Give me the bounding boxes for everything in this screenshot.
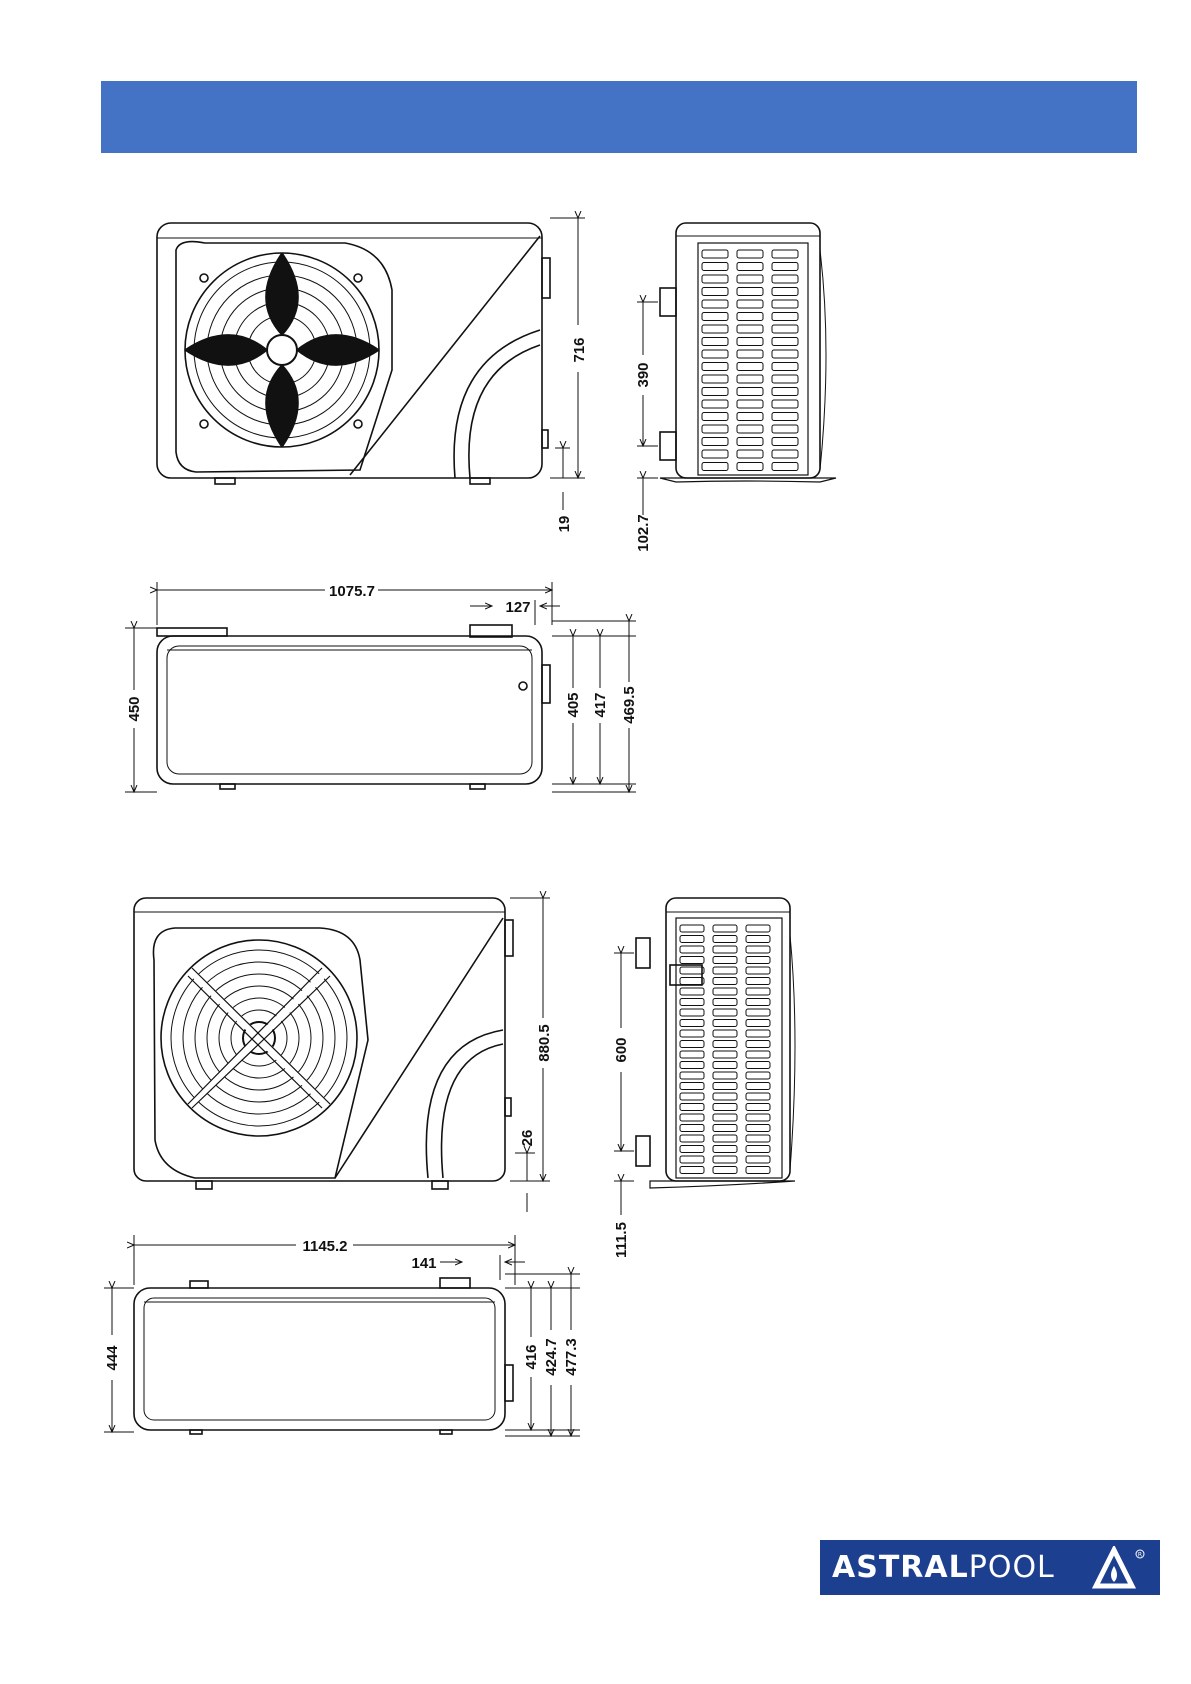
- grille-slat: [713, 999, 737, 1006]
- grille-slat: [713, 925, 737, 932]
- grille-slat: [746, 1156, 770, 1163]
- grille-slat: [737, 288, 763, 296]
- grille-slat: [737, 388, 763, 396]
- grille-slat: [746, 1167, 770, 1174]
- unit1-side-base-label: 102.7: [635, 514, 652, 552]
- grille-slat: [680, 936, 704, 943]
- grille-slat: [737, 263, 763, 271]
- grille-slat: [772, 275, 798, 283]
- grille-slat: [746, 957, 770, 964]
- grille-slat: [746, 1135, 770, 1142]
- grille-slat: [713, 1104, 737, 1111]
- grille-slat: [772, 338, 798, 346]
- grille-slat: [737, 338, 763, 346]
- grille-slat: [737, 425, 763, 433]
- grille-slat: [746, 1104, 770, 1111]
- unit1-top-length-label: 1075.7: [329, 583, 375, 600]
- grille-slat: [746, 1062, 770, 1069]
- grille-slat: [702, 300, 728, 308]
- grille-slat: [713, 957, 737, 964]
- grille-slat: [680, 1072, 704, 1079]
- grille-slat: [737, 300, 763, 308]
- grille-slat: [680, 925, 704, 932]
- grille-slat: [713, 1041, 737, 1048]
- grille-slat: [702, 413, 728, 421]
- grille-slat: [772, 325, 798, 333]
- unit1-top-view: [157, 625, 550, 789]
- unit1-side-view: [660, 223, 836, 482]
- grille-slat: [772, 250, 798, 258]
- grille-slat: [713, 1125, 737, 1132]
- grille-slat: [772, 313, 798, 321]
- grille-slat: [746, 1114, 770, 1121]
- grille-slat: [737, 350, 763, 358]
- grille-slat: [737, 400, 763, 408]
- grille-slat: [713, 1030, 737, 1037]
- grille-slat: [680, 978, 704, 985]
- unit2-top-d2-label: 424.7: [543, 1338, 560, 1376]
- unit2-top-length-label: 1145.2: [302, 1238, 348, 1255]
- grille-slat: [702, 400, 728, 408]
- unit1-top-offset-label: 127: [505, 599, 531, 616]
- grille-slat: [680, 1041, 704, 1048]
- unit2-front-view: [134, 898, 513, 1189]
- grille-slat: [772, 263, 798, 271]
- grille-slat: [772, 438, 798, 446]
- grille-slat: [737, 375, 763, 383]
- grille-slat: [713, 988, 737, 995]
- grille-slat: [702, 350, 728, 358]
- grille-slat: [746, 1020, 770, 1027]
- grille-slat: [713, 1062, 737, 1069]
- grille-slat: [772, 288, 798, 296]
- grille-slat: [746, 1146, 770, 1153]
- grille-slat: [746, 925, 770, 932]
- grille-slat: [737, 450, 763, 458]
- grille-slat: [680, 1135, 704, 1142]
- grille-slat: [702, 313, 728, 321]
- grille-slat: [746, 1093, 770, 1100]
- grille-slat: [702, 375, 728, 383]
- grille-slat: [680, 946, 704, 953]
- grille-slat: [746, 1009, 770, 1016]
- grille-slat: [702, 438, 728, 446]
- grille-slat: [713, 1009, 737, 1016]
- grille-slat: [702, 425, 728, 433]
- grille-slat: [772, 413, 798, 421]
- grille-slat: [737, 463, 763, 471]
- unit2-side-spacing-label: 600: [613, 1037, 630, 1063]
- grille-slat: [746, 936, 770, 943]
- unit2-front-height-label: 880.5: [536, 1024, 553, 1062]
- unit1-front-foot-label: 19: [556, 515, 573, 533]
- unit2-top-d1-label: 416: [523, 1344, 540, 1370]
- drop-logo-icon: [1092, 1546, 1148, 1590]
- grille-slat: [713, 1020, 737, 1027]
- logo-wordmark: [832, 1550, 1055, 1585]
- grille-slat: [702, 338, 728, 346]
- grille-slat: [702, 388, 728, 396]
- grille-slat: [702, 263, 728, 271]
- unit1-front-height-label: 716: [571, 337, 588, 363]
- grille-slat: [702, 250, 728, 258]
- grille-slat: [680, 988, 704, 995]
- grille-slat: [713, 1114, 737, 1121]
- grille-slat: [702, 450, 728, 458]
- grille-slat: [680, 1114, 704, 1121]
- grille-slat: [746, 1041, 770, 1048]
- grille-slat: [713, 1083, 737, 1090]
- logo-thin-text: POOL: [968, 1550, 1055, 1585]
- grille-slat: [713, 1167, 737, 1174]
- unit2-front-foot-label: 26: [519, 1129, 536, 1147]
- unit2-top-depth-label: 444: [104, 1345, 121, 1371]
- grille-slat: [680, 967, 704, 974]
- grille-slat: [680, 1167, 704, 1174]
- grille-slat: [737, 313, 763, 321]
- grille-slat: [702, 288, 728, 296]
- grille-slat: [772, 425, 798, 433]
- grille-slat: [713, 967, 737, 974]
- unit2-side-view: [636, 898, 795, 1188]
- grille-slat: [702, 325, 728, 333]
- grille-slat: [772, 363, 798, 371]
- unit1-top-d3-label: 469.5: [621, 686, 638, 724]
- grille-slat: [746, 967, 770, 974]
- grille-slat: [680, 1020, 704, 1027]
- grille-slat: [713, 946, 737, 953]
- grille-slat: [737, 363, 763, 371]
- unit2-top-offset-label: 141: [411, 1255, 437, 1272]
- grille-slat: [772, 463, 798, 471]
- grille-slat: [713, 1135, 737, 1142]
- grille-slat: [680, 1009, 704, 1016]
- grille-slat: [746, 946, 770, 953]
- grille-slat: [746, 978, 770, 985]
- grille-slat: [772, 388, 798, 396]
- grille-slat: [702, 463, 728, 471]
- grille-slat: [737, 413, 763, 421]
- grille-slat: [713, 1051, 737, 1058]
- grille-slat: [713, 978, 737, 985]
- unit1-side-spacing-label: 390: [635, 362, 652, 388]
- grille-slat: [713, 1093, 737, 1100]
- unit1-top-d1-label: 405: [565, 692, 582, 718]
- grille-slat: [746, 1051, 770, 1058]
- unit1-side-grille: [702, 250, 798, 471]
- unit2-side-grille: [680, 925, 770, 1174]
- unit2-side-base-label: 111.5: [613, 1222, 630, 1258]
- logo-bold-text: ASTRAL: [832, 1550, 969, 1585]
- grille-slat: [680, 1062, 704, 1069]
- astralpool-logo: [820, 1540, 1160, 1595]
- grille-slat: [746, 1030, 770, 1037]
- grille-slat: [680, 1125, 704, 1132]
- grille-slat: [680, 1030, 704, 1037]
- grille-slat: [680, 1093, 704, 1100]
- grille-slat: [737, 325, 763, 333]
- grille-slat: [713, 1156, 737, 1163]
- grille-slat: [737, 438, 763, 446]
- grille-slat: [746, 999, 770, 1006]
- grille-slat: [772, 350, 798, 358]
- unit1-front-view: [157, 223, 550, 484]
- grille-slat: [680, 1104, 704, 1111]
- grille-slat: [680, 957, 704, 964]
- grille-slat: [746, 1083, 770, 1090]
- grille-slat: [772, 450, 798, 458]
- grille-slat: [737, 275, 763, 283]
- grille-slat: [746, 988, 770, 995]
- grille-slat: [680, 1051, 704, 1058]
- unit2-top-d3-label: 477.3: [563, 1338, 580, 1376]
- grille-slat: [746, 1125, 770, 1132]
- unit1-top-depth-label: 450: [126, 696, 143, 722]
- grille-slat: [702, 363, 728, 371]
- grille-slat: [702, 275, 728, 283]
- unit2-top-view: [134, 1278, 513, 1434]
- unit1-top-d2-label: 417: [592, 692, 609, 718]
- grille-slat: [772, 375, 798, 383]
- svg-text:R: R: [1137, 1551, 1143, 1559]
- grille-slat: [680, 1146, 704, 1153]
- grille-slat: [713, 1146, 737, 1153]
- grille-slat: [713, 1072, 737, 1079]
- grille-slat: [713, 936, 737, 943]
- grille-slat: [746, 1072, 770, 1079]
- grille-slat: [772, 300, 798, 308]
- grille-slat: [680, 1083, 704, 1090]
- grille-slat: [772, 400, 798, 408]
- grille-slat: [680, 999, 704, 1006]
- grille-slat: [737, 250, 763, 258]
- grille-slat: [680, 1156, 704, 1163]
